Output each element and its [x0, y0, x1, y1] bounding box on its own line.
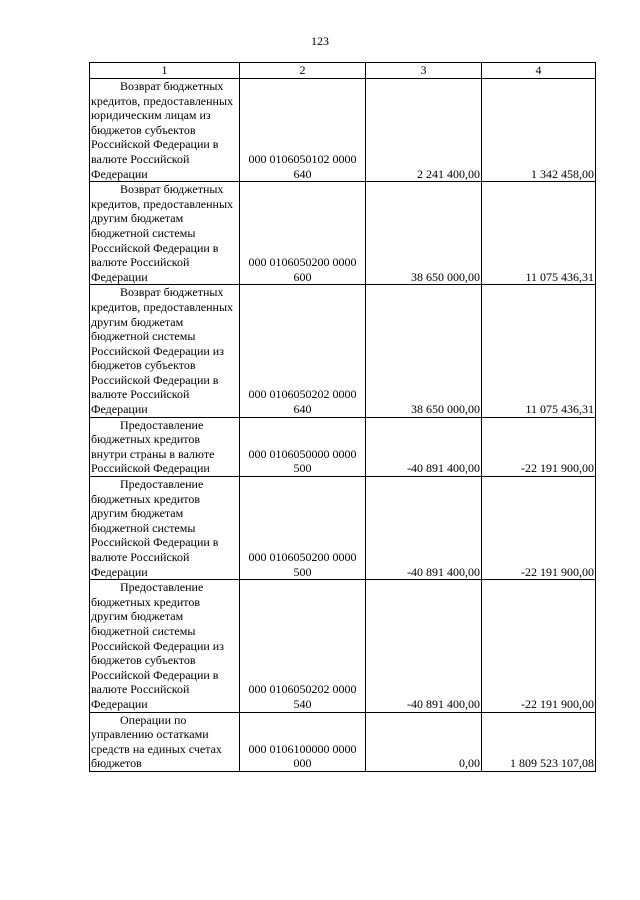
row-name: Возврат бюджетных кредитов, предоставленных другим бюджетам бюджетной системы Российской Федерации из бюджетов субъектов Российской Федерации в валюте Российской Федерации [91, 285, 234, 417]
row-name: Возврат бюджетных кредитов, предоставленных другим бюджетам бюджетной системы Российской Федерации в валюте Российской Федерации [91, 182, 234, 284]
table-row [90, 417, 596, 476]
row-plan: 0,00 [366, 712, 482, 771]
row-executed: -22 191 900,00 [482, 417, 596, 476]
row-executed: 1 809 523 107,08 [482, 712, 596, 771]
row-code: 000 0106050200 0000 600 [240, 182, 366, 285]
table-body [90, 79, 596, 772]
row-code: 000 0106100000 0000 000 [240, 712, 366, 771]
row-code: 000 0106050200 0000 500 [240, 477, 366, 580]
page-number: 123 [311, 34, 329, 48]
table-row [90, 182, 596, 285]
row-name: Возврат бюджетных кредитов, предоставленных юридическим лицам из бюджетов субъектов Российской Федерации в валюте Российской Федерации [91, 79, 234, 181]
table-header [90, 63, 596, 79]
row-name: Предоставление бюджетных кредитов другим бюджетам бюджетной системы Российской Федерации в валюте Российской Федерации [91, 477, 219, 579]
header-col-2: 2 [240, 63, 366, 79]
row-name-cell [90, 79, 240, 182]
row-plan: -40 891 400,00 [366, 580, 482, 712]
header-col-1: 1 [90, 63, 240, 79]
row-plan: -40 891 400,00 [366, 477, 482, 580]
row-name-cell [90, 182, 240, 285]
table-row [90, 712, 596, 771]
header-col-3: 3 [366, 63, 482, 79]
row-name-cell [90, 285, 240, 417]
row-executed: 1 342 458,00 [482, 79, 596, 182]
row-executed: 11 075 436,31 [482, 285, 596, 417]
row-plan: -40 891 400,00 [366, 417, 482, 476]
header-col-4: 4 [482, 63, 596, 79]
row-code: 000 0106050102 0000 640 [240, 79, 366, 182]
row-name-cell [90, 417, 240, 476]
row-name-cell [90, 712, 240, 771]
table-row [90, 477, 596, 580]
row-plan: 38 650 000,00 [366, 182, 482, 285]
row-name-cell [90, 477, 240, 580]
table-row [90, 79, 596, 182]
row-plan: 38 650 000,00 [366, 285, 482, 417]
header-row [90, 63, 596, 79]
row-name-cell [90, 580, 240, 712]
table-row [90, 580, 596, 712]
row-plan: 2 241 400,00 [366, 79, 482, 182]
row-code: 000 0106050202 0000 540 [240, 580, 366, 712]
row-name: Предоставление бюджетных кредитов другим бюджетам бюджетной системы Российской Федерации из бюджетов субъектов Российской Федерации в валюте Российской Федерации [91, 580, 224, 711]
table-row [90, 285, 596, 417]
row-name: Операции по управлению остатками средств на единых счетах бюджетов [91, 712, 222, 771]
row-code: 000 0106050202 0000 640 [240, 285, 366, 417]
budget-table [89, 62, 596, 772]
row-executed: -22 191 900,00 [482, 477, 596, 580]
row-code: 000 0106050000 0000 500 [240, 417, 366, 476]
row-executed: 11 075 436,31 [482, 182, 596, 285]
row-executed: -22 191 900,00 [482, 580, 596, 712]
row-name: Предоставление бюджетных кредитов внутри страны в валюте Российской Федерации [91, 417, 215, 476]
